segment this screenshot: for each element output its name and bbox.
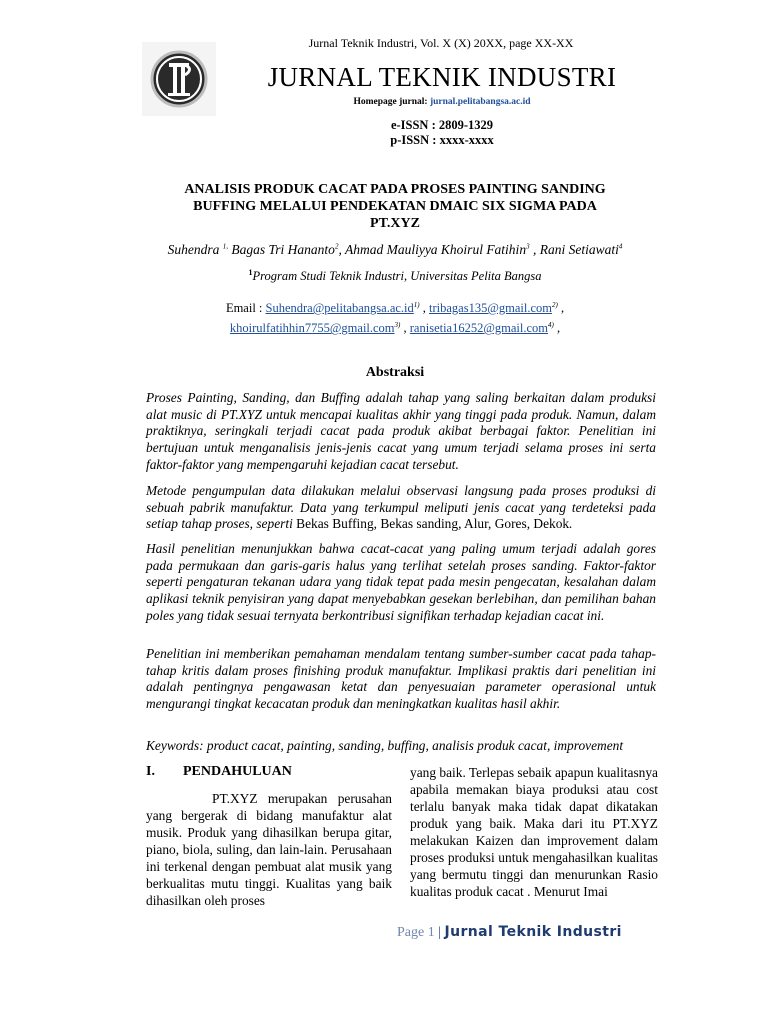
- author-list: Suhendra $^{1,}$ Bagas Tri Hananto$^2$, Ahmad Mauliyya Khoirul Fatihin$^3$ , Rani Setiawati$^4$: [167, 242, 623, 257]
- abstract-paragraph: Proses Painting, Sanding, dan Buffing adalah tahap yang saling berkaitan dalam produksi alat music di PT.XYZ untuk mencapai kualitas akhir yang tinggi pada produk. Namun, dalam praktiknya, seringkali terjadi cacat pada produk akibat berbagai faktor. Penelitian ini bertujuan untuk menganalisis jenis-jenis cacat yang umum terjadi selama proses ini serta faktor-faktor yang mempengaruhi kejadian cacat tersebut.: [146, 390, 656, 472]
- email-label: Email :: [225, 301, 263, 316]
- running-header: Jurnal Teknik Industri, Vol. X (X) 20XX, page XX-XX: [308, 36, 574, 50]
- paper-title: [150, 181, 640, 232]
- section-heading: [146, 764, 292, 780]
- email-link[interactable]: khoirulfatihhin7755@gmail.com: [229, 321, 395, 336]
- email-sup: 3): [394, 321, 401, 330]
- eissn: e-ISSN : 2809-1329: [390, 118, 494, 132]
- section-number: I.: [146, 764, 155, 779]
- homepage-label: Homepage jurnal:: [353, 97, 428, 107]
- body-column-right: yang baik. Terlepas sebaik apapun kualitasnya apabila memakan biaya produksi atau cost terlalu banyak maka tidak dapat dikatakan produk yang baik. Maka dari itu PT.XYZ melakukan Kaizen dan improvement dalam proses produksi untuk mengahasilkan kualitas yang bermutu tinggi dan menurunkan Rasio kualitas produk cacat . Menurut Imai: [410, 765, 658, 899]
- author-name: Bagas Tri Hananto: [231, 242, 335, 257]
- abstract-paragraph: Hasil penelitian menunjukkan bahwa cacat-cacat yang paling umum terjadi adalah gores pada permukaan dan garis-garis halus yang terlihat setelah proses sanding. Faktor-faktor seperti pengaturan tekanan udara yang tidak tepat pada mesin pengecatan, kesalahan dalam aplikasi teknik penyisiran yang dapat menyebabkan gesekan berlebihan, dan pemilihan bahan poles yang tidak sesuai ternyata berkontribusi signifikan terhadap kejadian cacat ini.: [146, 541, 656, 623]
- affiliation-sup: 1: [248, 268, 253, 277]
- paper-title-line: PT.XYZ: [370, 216, 420, 231]
- email-block: Email : $Suhendra@pelitabangsa.ac.id^{1)}$ , tribagas135@gmail.com$^{2)}$ , khoirulfatihhin7755@gmail.com$^{3)}$ , ranisetia16252@gmail.com$^{4)}$ ,: [225, 301, 565, 336]
- body-column-left: [146, 790, 392, 909]
- author-name: Ahmad Mauliyya Khoirul Fatihin: [344, 242, 527, 257]
- email-link[interactable]: tribagas135@gmail.com: [429, 301, 552, 316]
- abstract-heading: Abstraksi: [365, 365, 425, 380]
- author-sup: 4: [618, 242, 623, 251]
- author-sup: 3: [526, 242, 530, 251]
- abstract-paragraph: Penelitian ini memberikan pemahaman mendalam tentang sumber-sumber cacat pada tahap-tahap kritis dalam proses finishing produk manufaktur. Implikasi praktis dari penelitian ini adalah pentingnya pengawasan ketat dan penyesuaian parameter operasional untuk mengurangi tingkat kecacatan produk dan meningkatkan kualitas hasil akhir.: [146, 646, 656, 712]
- email-link[interactable]: ranisetia16252@gmail.com: [409, 321, 548, 336]
- footer-separator: |: [438, 925, 442, 940]
- journal-title: JURNAL TEKNIK INDUSTRI: [267, 62, 617, 92]
- author-name: Suhendra: [167, 242, 220, 257]
- email-sup: 1): [413, 301, 420, 309]
- author-sup: 1,: [222, 242, 229, 251]
- author-sup: 2: [334, 242, 339, 251]
- keywords-label: Keywords: [146, 738, 200, 753]
- keywords-text: : product cacat, painting, sanding, buffing, analisis produk cacat, improvement: [199, 738, 624, 753]
- journal-logo-icon: [142, 42, 216, 116]
- homepage-line: [232, 97, 652, 107]
- defect-types: Bekas Buffing, Bekas sanding, Alur, Gores, Dekok: [296, 516, 570, 532]
- affiliation: [140, 268, 650, 284]
- keywords-line: [146, 738, 666, 754]
- abstract-paragraph: [146, 483, 656, 533]
- paper-title-line: BUFFING MELALUI PENDEKATAN DMAIC SIX SIGMA PADA: [193, 199, 597, 214]
- email-sup: 4): [547, 321, 554, 330]
- abstract-text: Metode pengumpulan data dilakukan melalui observasi langsung pada proses produksi di sebuah pabrik manufaktur. Data yang terkumpul meliputi jenis cacat yang terdeteksi pada setiap tahap proses, seperti: [146, 483, 656, 532]
- page-number: 1: [427, 925, 435, 940]
- abstract-text: .: [569, 516, 573, 532]
- author-name: Rani Setiawati: [539, 242, 619, 257]
- page-label: Page: [397, 925, 425, 940]
- email-sup: 2): [551, 301, 558, 309]
- body-text: PT.XYZ merupakan perusahan yang bergerak di bidang manufaktur alat musik. Produk yang dihasilkan berupa gitar, piano, biola, suling, dan lain-lain. Perusahaan ini terkenal dengan pembuat alat musik yang berkualitas mutu tinggi. Kualitas yang baik dihasilkan oleh proses: [146, 791, 392, 908]
- page-footer: [397, 924, 622, 941]
- footer-journal-name: Jurnal Teknik Industri: [444, 924, 622, 940]
- section-title: PENDAHULUAN: [183, 764, 292, 779]
- affiliation-text: Program Studi Teknik Industri, Universitas Pelita Bangsa: [252, 269, 542, 284]
- paper-title-line: ANALISIS PRODUK CACAT PADA PROSES PAINTING SANDING: [184, 182, 606, 197]
- pissn: p-ISSN : xxxx-xxxx: [390, 133, 494, 147]
- homepage-link[interactable]: jurnal.pelitabangsa.ac.id: [429, 97, 531, 107]
- email-link[interactable]: Suhendra@pelitabangsa.ac.id: [265, 301, 414, 316]
